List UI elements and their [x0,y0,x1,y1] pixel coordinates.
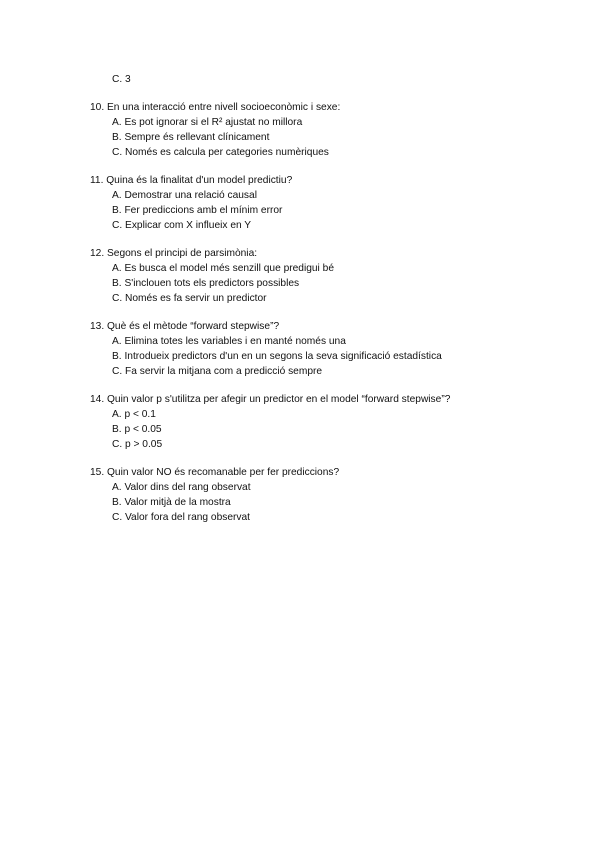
question-11-text: 11. Quina és la finalitat d'un model predictiu? [90,175,293,186]
question-12-option-c: C. Només es fa servir un predictor [112,293,267,304]
question-11-option-a: A. Demostrar una relació causal [112,190,257,201]
previous-question-option-c: C. 3 [112,74,131,85]
question-10-text: 10. En una interacció entre nivell socioeconòmic i sexe: [90,102,341,113]
question-11-option-b: B. Fer prediccions amb el mínim error [112,205,283,216]
question-14-option-c: C. p > 0.05 [112,439,163,450]
question-15-option-a: A. Valor dins del rang observat [112,482,251,493]
question-13-option-b: B. Introdueix predictors d'un en un segons la seva significació estadística [112,351,442,362]
question-15-option-b: B. Valor mitjà de la mostra [112,497,231,508]
question-12-option-b: B. S'inclouen tots els predictors possibles [112,278,300,289]
question-14-option-b: B. p < 0.05 [112,424,162,435]
question-11-option-c: C. Explicar com X influeix en Y [112,220,252,231]
question-13-text: 13. Què és el mètode “forward stepwise”? [90,321,280,332]
question-12-text: 12. Segons el principi de parsimònia: [90,248,258,259]
question-10-option-c: C. Només es calcula per categories numèriques [112,147,329,158]
question-10-option-a: A. Es pot ignorar si el R² ajustat no millora [112,117,303,128]
question-15-text: 15. Quin valor NO és recomanable per fer prediccions? [90,467,340,478]
question-13-option-a: A. Elimina totes les variables i en manté només una [112,336,346,347]
question-15-option-c: C. Valor fora del rang observat [112,512,250,523]
question-13-option-c: C. Fa servir la mitjana com a predicció sempre [112,366,323,377]
question-14-text: 14. Quin valor p s'utilitza per afegir un predictor en el model “forward stepwise”? [90,394,451,405]
question-14-option-a: A. p < 0.1 [112,409,156,420]
question-10-option-b: B. Sempre és rellevant clínicament [112,132,270,143]
question-12-option-a: A. Es busca el model més senzill que predigui bé [112,263,334,274]
